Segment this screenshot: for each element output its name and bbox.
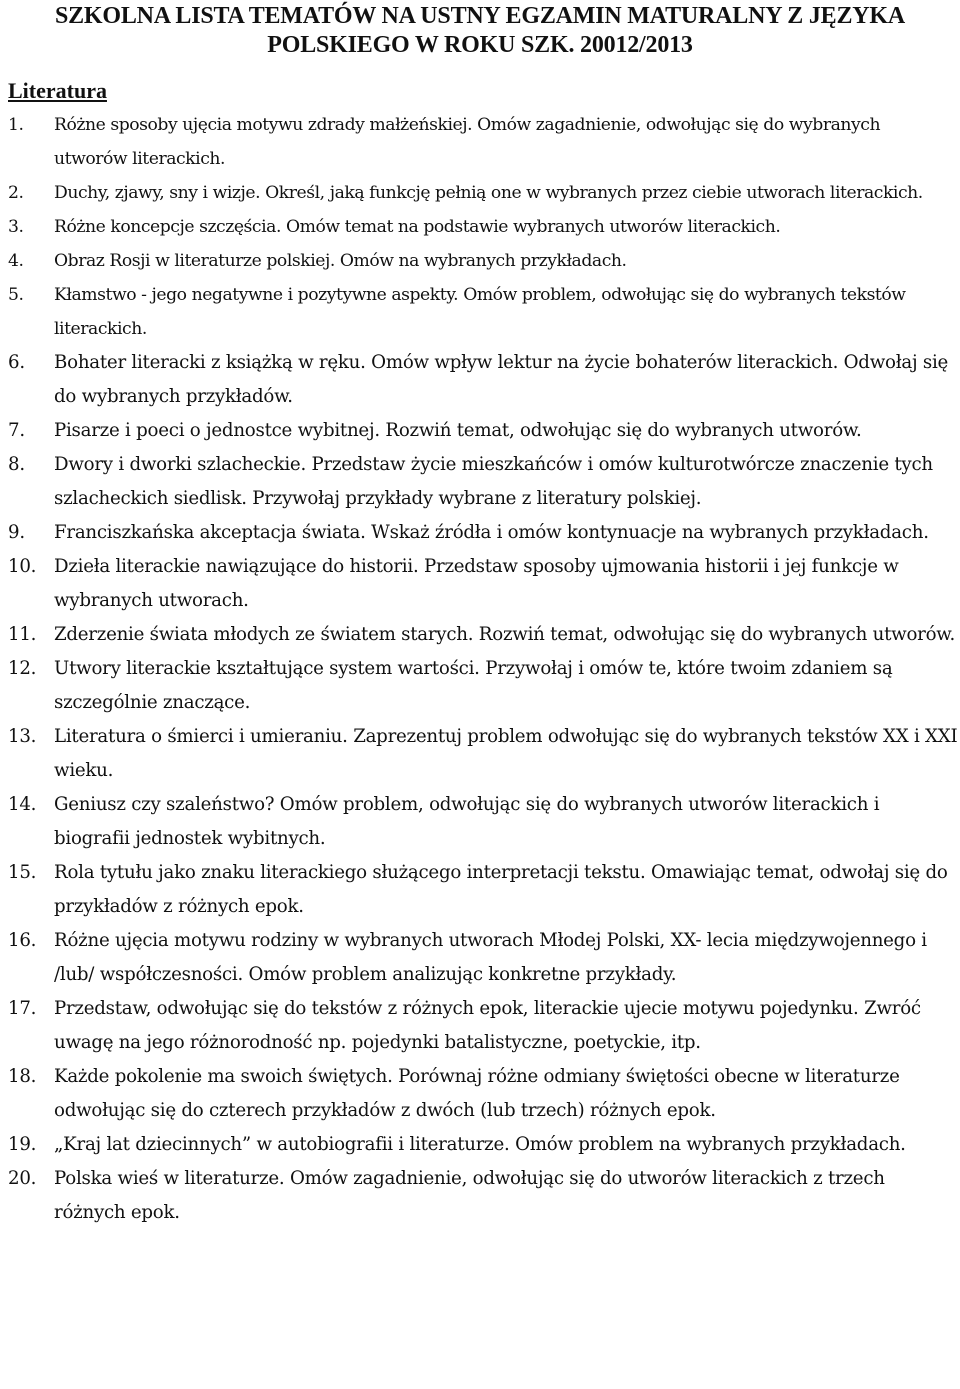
item-text: Dwory i dworki szlacheckie. Przedstaw życie mieszkańców i omów kulturotwórcze znaczenie tych szlacheckich siedlisk. Przywołaj przykłady wybrane z literatury polskiej. bbox=[54, 454, 933, 509]
item-number: 18. bbox=[8, 1066, 37, 1087]
list-item bbox=[0, 550, 960, 618]
item-text: Polska wieś w literaturze. Omów zagadnienie, odwołując się do utworów literackich z trzech różnych epok. bbox=[54, 1168, 885, 1223]
item-text: Bohater literacki z książką w ręku. Omów wpływ lektur na życie bohaterów literackich. Odwołaj się do wybranych przykładów. bbox=[54, 352, 949, 407]
item-number: 13. bbox=[8, 726, 37, 747]
item-number: 9. bbox=[8, 522, 25, 543]
list-item bbox=[0, 244, 960, 278]
list-item bbox=[0, 448, 960, 516]
list-item bbox=[0, 346, 960, 414]
item-text: Utwory literackie kształtujące system wartości. Przywołaj i omów te, które twoim zdaniem są szczególnie znaczące. bbox=[54, 658, 893, 713]
item-text: Przedstaw, odwołując się do tekstów z różnych epok, literackie ujecie motywu pojedynku. Zwróć uwagę na jego różnorodność np. pojedynki batalistyczne, poetyckie, itp. bbox=[54, 998, 921, 1053]
title-line-2: POLSKIEGO W ROKU SZK. 20012/2013 bbox=[267, 32, 693, 58]
list-item bbox=[0, 414, 960, 448]
list-item bbox=[0, 1060, 960, 1128]
item-number: 12. bbox=[8, 658, 37, 679]
item-text: Obraz Rosji w literaturze polskiej. Omów na wybranych przykładach. bbox=[54, 251, 627, 271]
list-item bbox=[0, 176, 960, 210]
title-line-1: SZKOLNA LISTA TEMATÓW NA USTNY EGZAMIN MATURALNY Z JĘZYKA bbox=[54, 3, 906, 29]
list-item bbox=[0, 856, 960, 924]
item-text: Kłamstwo - jego negatywne i pozytywne aspekty. Omów problem, odwołując się do wybranych tekstów literackich. bbox=[54, 285, 906, 339]
item-number: 17. bbox=[8, 998, 37, 1019]
item-text: Geniusz czy szaleństwo? Omów problem, odwołując się do wybranych utworów literackich i biografii jednostek wybitnych. bbox=[54, 794, 880, 849]
item-number: 4. bbox=[8, 251, 24, 271]
document-title bbox=[0, 2, 960, 60]
list-item bbox=[0, 1128, 960, 1162]
item-text: Różne sposoby ujęcia motywu zdrady małżeńskiej. Omów zagadnienie, odwołując się do wybranych utworów literackich. bbox=[54, 115, 881, 169]
item-number: 14. bbox=[8, 794, 37, 815]
item-number: 8. bbox=[8, 454, 25, 475]
item-number: 20. bbox=[8, 1168, 37, 1189]
section-heading: Literatura bbox=[8, 78, 107, 103]
list-item bbox=[0, 992, 960, 1060]
item-number: 7. bbox=[8, 420, 25, 441]
item-text: Każde pokolenie ma swoich świętych. Porównaj różne odmiany świętości obecne w literaturze odwołując się do czterech przykładów z dwóch (lub trzech) różnych epok. bbox=[54, 1066, 900, 1121]
item-number: 11. bbox=[8, 624, 37, 645]
item-number: 19. bbox=[8, 1134, 37, 1155]
list-item bbox=[0, 788, 960, 856]
item-number: 16. bbox=[8, 930, 37, 951]
item-text: Duchy, zjawy, sny i wizje. Określ, jaką funkcję pełnią one w wybranych przez ciebie utworach literackich. bbox=[54, 183, 923, 203]
list-item bbox=[0, 1162, 960, 1230]
item-number: 5. bbox=[8, 285, 24, 305]
item-text: Różne koncepcje szczęścia. Omów temat na podstawie wybranych utworów literackich. bbox=[54, 217, 781, 237]
item-number: 15. bbox=[8, 862, 37, 883]
item-text: Dzieła literackie nawiązujące do historii. Przedstaw sposoby ujmowania historii i jej funkcje w wybranych utworach. bbox=[54, 556, 899, 611]
list-item bbox=[0, 108, 960, 176]
topic-list bbox=[0, 108, 960, 1230]
item-text: „Kraj lat dziecinnych” w autobiografii i literaturze. Omów problem na wybranych przykładach. bbox=[54, 1134, 906, 1155]
item-text: Rola tytułu jako znaku literackiego służącego interpretacji tekstu. Omawiając temat, odwołaj się do przykładów z różnych epok. bbox=[54, 862, 948, 917]
item-text: Różne ujęcia motywu rodziny w wybranych utworach Młodej Polski, XX- lecia międzywojennego i /lub/ współczesności. Omów problem analizując konkretne przykłady. bbox=[54, 930, 927, 985]
list-item bbox=[0, 618, 960, 652]
item-text: Pisarze i poeci o jednostce wybitnej. Rozwiń temat, odwołując się do wybranych utworów. bbox=[54, 420, 862, 441]
list-item bbox=[0, 652, 960, 720]
list-item bbox=[0, 720, 960, 788]
item-text: Zderzenie świata młodych ze światem starych. Rozwiń temat, odwołując się do wybranych utworów. bbox=[54, 624, 955, 645]
item-number: 1. bbox=[8, 115, 24, 135]
list-item bbox=[0, 210, 960, 244]
item-text: Literatura o śmierci i umieraniu. Zaprezentuj problem odwołując się do wybranych tekstów XX i XXI wieku. bbox=[54, 726, 958, 781]
list-item bbox=[0, 278, 960, 346]
list-item bbox=[0, 516, 960, 550]
item-number: 2. bbox=[8, 183, 24, 203]
item-number: 3. bbox=[8, 217, 24, 237]
item-number: 10. bbox=[8, 556, 37, 577]
list-item bbox=[0, 924, 960, 992]
item-text: Franciszkańska akceptacja świata. Wskaż źródła i omów kontynuacje na wybranych przykładach. bbox=[54, 522, 929, 543]
item-number: 6. bbox=[8, 352, 25, 373]
